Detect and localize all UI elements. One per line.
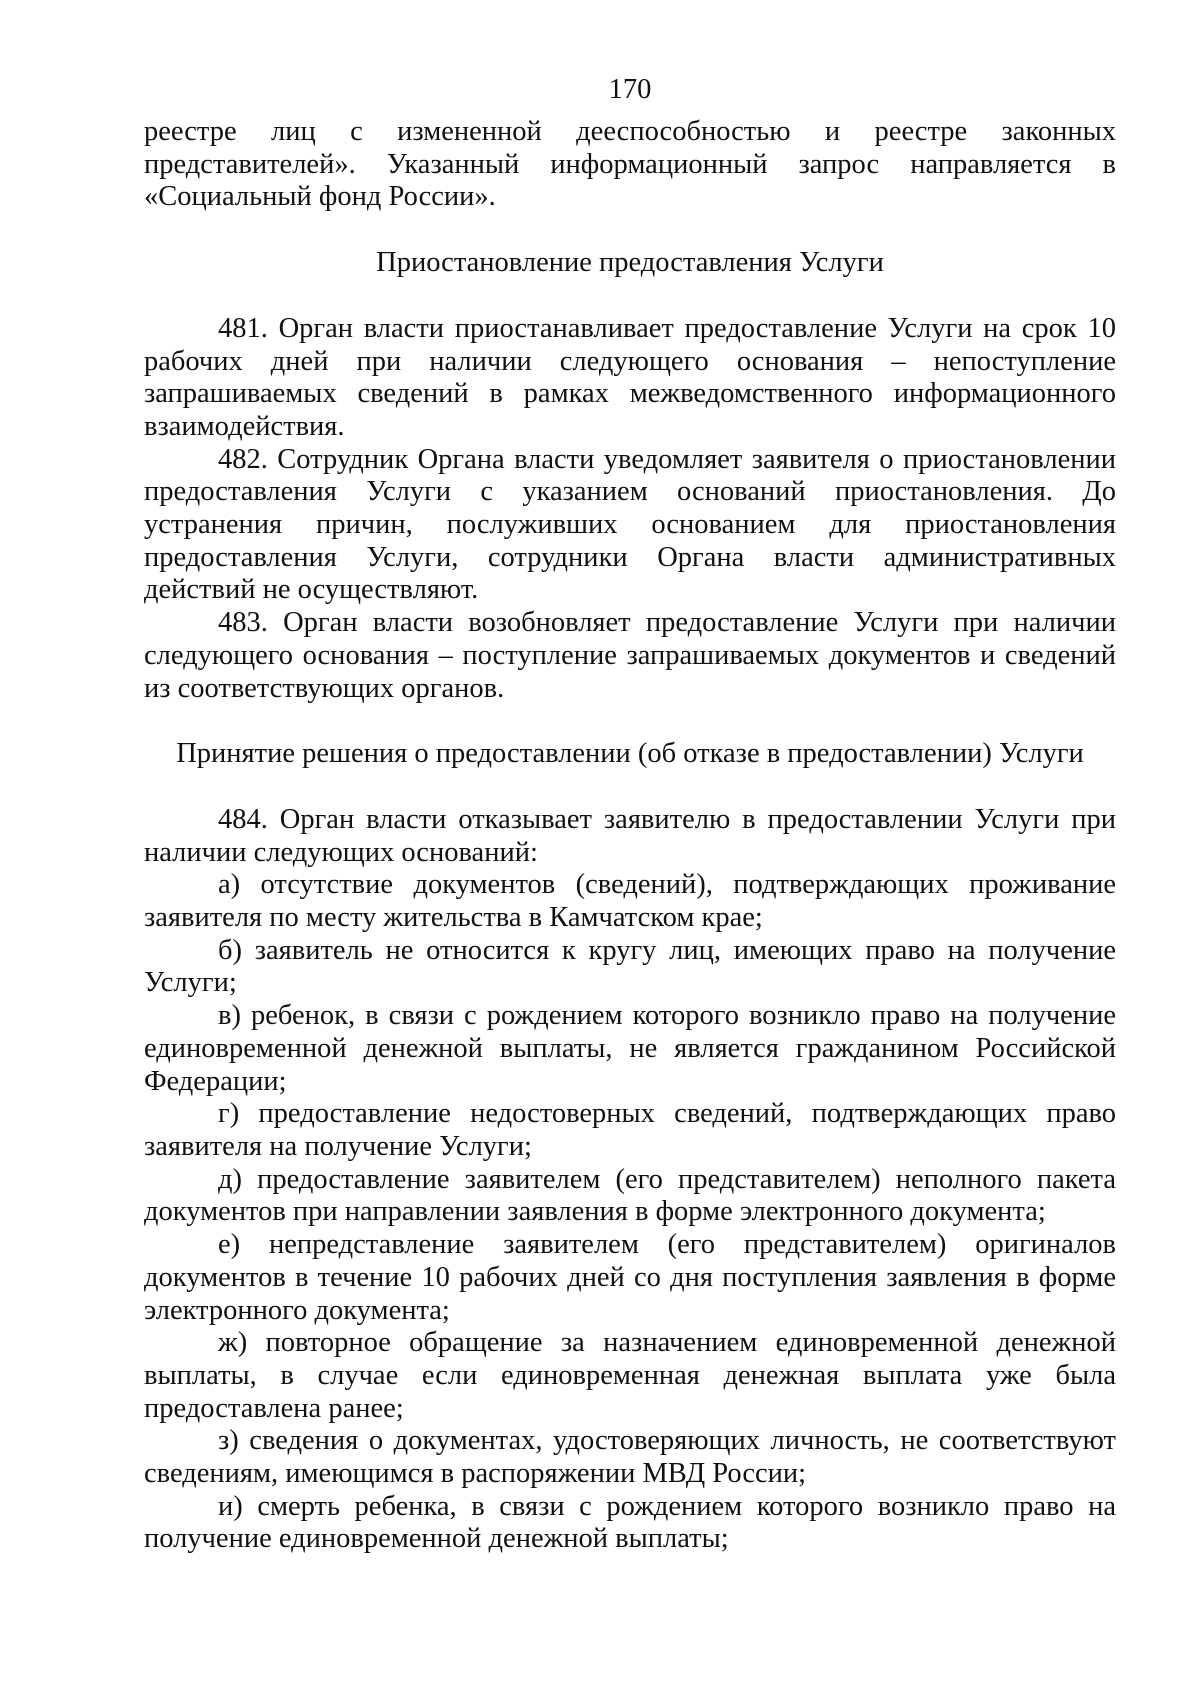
spacer (144, 705, 1116, 738)
list-item-d: д) предоставление заявителем (его представителем) неполного пакета документов при направлении заявления в форме электронного документа; (144, 1163, 1116, 1228)
document-page (144, 64, 1116, 1556)
paragraph-483: 483. Орган власти возобновляет предоставление Услуги при наличии следующего основания – поступление запрашиваемых документов и сведений из соответствующих органов. (144, 607, 1116, 704)
section-heading-decision: Принятие решения о предоставлении (об отказе в предоставлении) Услуги (176, 738, 1084, 770)
list-item-zh: ж) повторное обращение за назначением единовременной денежной выплаты, в случае если единовременная денежная выплата уже была предоставлена ранее; (144, 1327, 1116, 1424)
list-item-i: и) смерть ребенка, в связи с рождением которого возникло право на получение единовременной денежной выплаты; (144, 1490, 1116, 1555)
paragraph-481: 481. Орган власти приостанавливает предоставление Услуги на срок 10 рабочих дней при наличии следующего основания – непоступление запрашиваемых сведений в рамках межведомственного информационного взаимодействия. (144, 312, 1116, 442)
section-heading-suspension: Приостановление предоставления Услуги (376, 247, 884, 279)
paragraph-482: 482. Сотрудник Органа власти уведомляет заявителя о приостановлении предоставления Услуги с указанием оснований приостановления. До устранения причин, послуживших основанием для приостановления предоставления Услуги, сотрудники Органа власти административных действий не осуществляют. (144, 443, 1116, 606)
list-item-z: з) сведения о документах, удостоверяющих личность, не соответствуют сведениям, имеющимся в распоряжении МВД России; (144, 1425, 1116, 1490)
list-item-e: е) непредставление заявителем (его представителем) оригиналов документов в течение 10 рабочих дней со дня поступления заявления в форме электронного документа; (144, 1229, 1116, 1326)
list-item-v: в) ребенок, в связи с рождением которого возникло право на получение единовременной денежной выплаты, не является гражданином Российской Федерации; (144, 1000, 1116, 1097)
list-item-b: б) заявитель не относится к кругу лиц, имеющих право на получение Услуги; (144, 934, 1116, 999)
list-item-g: г) предоставление недостоверных сведений, подтверждающих право заявителя на получение Услуги; (144, 1098, 1116, 1162)
page-number: 170 (608, 74, 652, 105)
spacer (144, 214, 1116, 247)
spacer (144, 771, 1116, 804)
list-item-a: а) отсутствие документов (сведений), подтверждающих проживание заявителя по месту жительства в Камчатском крае; (144, 869, 1116, 934)
continuation-paragraph: реестре лиц с измененной дееспособностью и реестре законных представителей». Указанный информационный запрос направляется в «Социальный фонд России». (144, 116, 1116, 213)
spacer (144, 280, 1116, 313)
paragraph-484: 484. Орган власти отказывает заявителю в предоставлении Услуги при наличии следующих оснований: (144, 803, 1116, 868)
